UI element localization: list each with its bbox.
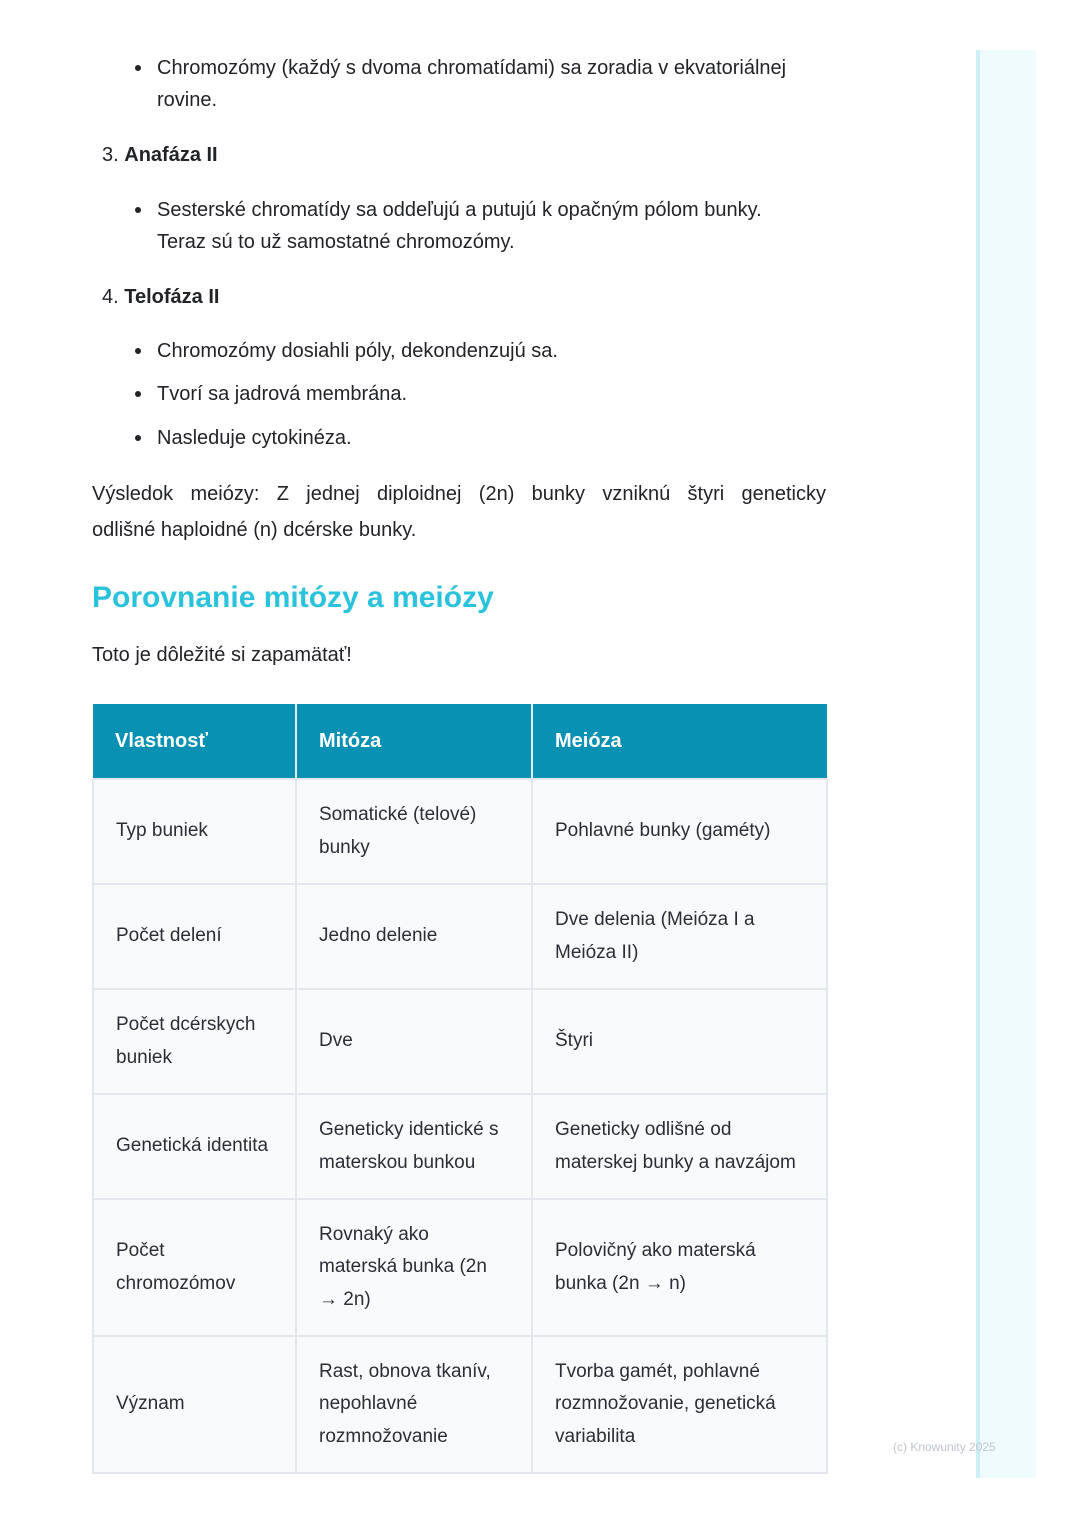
table-row	[93, 1199, 827, 1336]
table-cell: Polovičný ako materská bunka (2n → n)	[532, 1199, 827, 1336]
table-cell: Geneticky odlišné od materskej bunky a navzájom	[532, 1094, 827, 1199]
bullet-item	[157, 378, 837, 410]
table-cell: Dve	[296, 989, 532, 1094]
bullet-text: Sesterské chromatídy sa oddeľujú a putujú k opačným pólom bunky.	[157, 199, 762, 221]
table-row	[93, 1094, 827, 1199]
bullet-text: rovine.	[157, 89, 218, 111]
result-paragraph	[92, 476, 826, 548]
phase-title: Anafáza II	[124, 144, 218, 166]
bullet-item	[157, 335, 837, 367]
bullet-text: Teraz sú to už samostatné chromozómy.	[157, 231, 515, 253]
paragraph-line: odlišné haploidné (n) dcérske bunky.	[92, 519, 417, 541]
phase-number: 3.	[102, 144, 119, 166]
table-cell: Dve delenia (Meióza I a Meióza II)	[532, 884, 827, 989]
table-cell: Rast, obnova tkanív, nepohlavné rozmnožovanie	[296, 1336, 532, 1473]
bullet-item	[157, 194, 837, 258]
table-cell: Pohlavné bunky (gaméty)	[532, 779, 827, 884]
bullet-text: Nasleduje cytokinéza.	[157, 427, 352, 449]
section-title: Porovnanie mitózy a meiózy	[92, 581, 494, 614]
table-header-cell: Mitóza	[296, 704, 532, 779]
table-cell: Geneticky identické s materskou bunkou	[296, 1094, 532, 1199]
table-cell: Typ buniek	[93, 779, 296, 884]
table-cell: Jedno delenie	[296, 884, 532, 989]
table-cell: Význam	[93, 1336, 296, 1473]
intro-text: Toto je dôležité si zapamätať!	[92, 644, 352, 666]
table-cell: Somatické (telové) bunky	[296, 779, 532, 884]
table-cell: Počet dcérskych buniek	[93, 989, 296, 1094]
side-margin-panel	[976, 50, 1036, 1478]
bullet-item	[157, 422, 837, 454]
table-row	[93, 989, 827, 1094]
table-cell: Počet delení	[93, 884, 296, 989]
table-row	[93, 1336, 827, 1473]
table-cell: Počet chromozómov	[93, 1199, 296, 1336]
table-cell: Rovnaký ako materská bunka (2n → 2n)	[296, 1199, 532, 1336]
phase-title: Telofáza II	[124, 286, 220, 308]
table-header-cell: Meióza	[532, 704, 827, 779]
table-cell: Genetická identita	[93, 1094, 296, 1199]
phase-heading	[102, 283, 219, 311]
table-row	[93, 779, 827, 884]
bullet-text: Tvorí sa jadrová membrána.	[157, 383, 408, 405]
table-cell: Tvorba gamét, pohlavné rozmnožovanie, genetická variabilita	[532, 1336, 827, 1473]
table-row	[93, 884, 827, 989]
bullet-text: Chromozómy dosiahli póly, dekondenzujú sa.	[157, 340, 558, 362]
phase-heading	[102, 141, 218, 169]
table-header-cell: Vlastnosť	[93, 704, 296, 779]
phase-number: 4.	[102, 286, 119, 308]
table-cell: Štyri	[532, 989, 827, 1094]
table-header-row	[93, 704, 827, 779]
bullet-item	[157, 52, 837, 116]
bullet-text: Chromozómy (každý s dvoma chromatídami) sa zoradia v ekvatoriálnej	[157, 57, 787, 79]
comparison-table	[92, 704, 828, 1474]
paragraph-line: Výsledok meiózy: Z jednej diploidnej (2n) bunky vzniknú štyri geneticky	[92, 483, 826, 505]
copyright-notice: (c) Knowunity 2025	[893, 1440, 996, 1454]
